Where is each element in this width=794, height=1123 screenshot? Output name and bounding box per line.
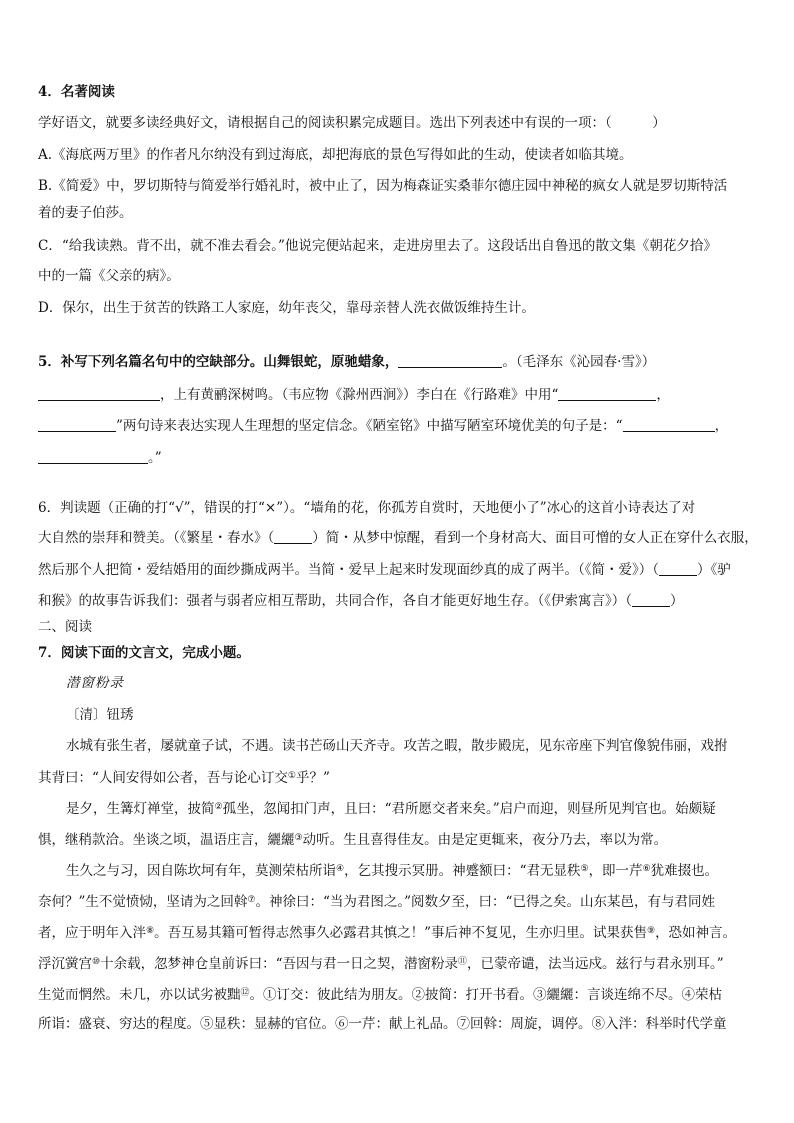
passage-p2-line2 bbox=[38, 828, 778, 850]
footnotes-text: 。①订交：彼此结为朋友。②披简：打开书看。③纚纚：言谈连绵不尽。④荣枯 bbox=[249, 987, 723, 1003]
passage-text: ，恐如神言。 bbox=[655, 925, 737, 941]
passage-text: ，已蒙帝谴，法当远戍。兹行与君永别耳。” bbox=[467, 956, 724, 972]
question-5-source-1: 。（毛泽东《沁园春·雪》） bbox=[502, 354, 656, 370]
footnote-mark: ⑤ bbox=[580, 864, 589, 874]
question-5-text: 5．补写下列名篇名句中的空缺部分。山舞银蛇，原驰蜡象， bbox=[38, 354, 399, 370]
footnote-mark: ② bbox=[214, 802, 223, 812]
fill-blank-3[interactable] bbox=[558, 386, 656, 401]
footnote-mark: ⑨ bbox=[646, 926, 656, 936]
question-5-text-2: ，上有黄鹂深树鸣。（韦应物《滁州西涧》）李白在《行路难》中用“ bbox=[160, 387, 559, 403]
passage-text: 乎？” bbox=[295, 770, 330, 786]
footnote-mark: ⑧ bbox=[146, 926, 155, 936]
footnote-mark: ⑩ bbox=[92, 957, 101, 967]
question-6-line4 bbox=[38, 591, 778, 611]
option-b-line1: B.《简爱》中，罗切斯特与简爱举行婚礼时，被中止了，因为梅森证实桑菲尔德庄园中神秘的疯女人就是罗切斯特活 bbox=[38, 178, 728, 194]
question-6-line2 bbox=[38, 528, 778, 548]
question-4-stem: 学好语文，就要多读经典好文，请根据自己的阅读积累完成题目。选出下列表述中有误的一项：（ ） bbox=[38, 115, 666, 131]
passage-text: ，即一芹 bbox=[588, 863, 643, 879]
question-7-heading: 7．阅读下面的文言文，完成小题。 bbox=[38, 645, 250, 661]
passage-text: 者，应于明年入泮 bbox=[38, 925, 146, 941]
passage-author: 〔清〕钮琇 bbox=[66, 707, 134, 723]
section-2-heading: 二、阅读 bbox=[38, 619, 92, 635]
option-d: D．保尔，出生于贫苦的铁路工人家庭，幼年丧父，靠母亲替人洗衣做饭维持生计。 bbox=[38, 300, 535, 316]
question-6-line3 bbox=[38, 560, 778, 580]
question-5-text-3: ”两句诗来表达实现人生理想的坚定信念。《陋室铭》中描写陋室环境优美的句子是：“ bbox=[116, 418, 623, 434]
passage-text: 生觉而惘然。未几，亦以试劣被黜 bbox=[38, 987, 241, 1003]
passage-p1-line2 bbox=[38, 766, 778, 788]
closing-quote: 。” bbox=[148, 450, 162, 466]
footnotes-line2: 所诣：盛衰、穷达的程度。⑤显秩：显赫的官位。⑥一芹：献上礼品。⑦回斡：周旋，调停。⑧入泮：科举时代学童 bbox=[38, 1016, 727, 1032]
passage-text: 孤坐，忽闻扣门声，且曰：“君所愿交者来矣。”启户而迎，则昼所见判官也。始颇疑 bbox=[222, 801, 716, 817]
passage-text: 惧，继稍款洽。坐谈之顷，温语庄言，纚纚 bbox=[38, 832, 295, 848]
fill-blank-4[interactable] bbox=[38, 417, 116, 432]
footnote-mark: ① bbox=[287, 771, 296, 781]
comma: ， bbox=[714, 418, 729, 434]
question-5-line4 bbox=[38, 448, 778, 468]
passage-p2-line1 bbox=[66, 797, 778, 819]
footnote-mark: ⑫ bbox=[240, 988, 250, 998]
passage-p3-line3 bbox=[38, 921, 778, 943]
question-5-line1 bbox=[38, 352, 778, 372]
judge-blank-2[interactable] bbox=[659, 561, 697, 576]
judge-blank-1[interactable] bbox=[274, 529, 312, 544]
passage-text: 奈何？”生不觉愤恸，坚请为之回斡 bbox=[38, 894, 248, 910]
question-6-text-3a: 然后那个人把简・爱结婚用的面纱撕成两半。当简・爱早上起来时发现面纱真的成了两半。（《简・爱》）（ bbox=[38, 562, 659, 578]
question-6-text-4a: 和猴》的故事告诉我们：强者与弱者应相互帮助，共同合作，各自才能更好地生存。（《伊索寓言》）（ bbox=[38, 593, 632, 609]
footnote-mark: ⑦ bbox=[247, 895, 256, 905]
passage-p3-line4 bbox=[38, 952, 778, 974]
footnote-mark: ③ bbox=[294, 833, 303, 843]
passage-text: 生久之与习，因自陈坎坷有年，莫测荣枯所诣 bbox=[66, 863, 336, 879]
passage-text: ，乞其搜示冥册。神蹙额曰：“君无显秩 bbox=[344, 863, 581, 879]
passage-text: 动听。生且喜得佳友。由是定更辄来，夜分乃去，率以为常。 bbox=[302, 832, 668, 848]
question-4-heading: 4．名著阅读 bbox=[38, 84, 115, 100]
passage-p3-line1 bbox=[66, 859, 778, 881]
fill-blank-5[interactable] bbox=[623, 417, 715, 432]
question-6-text-4b: ） bbox=[670, 593, 684, 609]
footnote-mark: ④ bbox=[336, 864, 345, 874]
passage-text: 犹难掇也。 bbox=[650, 863, 719, 879]
passage-text: 。神徐曰：“当为君图之。”阅数夕至，曰：“已得之矣。山东某邑，有与君同姓 bbox=[255, 894, 715, 910]
fill-blank-2[interactable] bbox=[38, 386, 160, 401]
question-5-line3 bbox=[38, 416, 778, 436]
passage-p1-line1: 水城有张生者，屡就童子试，不遇。读书芒砀山天齐寺。攻苦之暇，散步殿庑，见东帝座下判官像貌伟丽，戏拊 bbox=[66, 738, 728, 754]
passage-text: 。吾互易其籍可暂得志然事久必露君其慎之！”事后神不复见，生亦归里。试果获售 bbox=[154, 925, 647, 941]
question-6-text-3b: ）《驴 bbox=[697, 562, 731, 578]
option-a: A.《海底两万里》的作者凡尔纳没有到过海底，却把海底的景色写得如此的生动，使读者如临其境。 bbox=[38, 147, 633, 163]
question-6-text-2a: 大自然的崇拜和赞美。（《繁星・春水》（ bbox=[38, 530, 275, 546]
passage-title: 潜窗粉录 bbox=[66, 675, 124, 691]
footnote-mark: ⑥ bbox=[642, 864, 651, 874]
footnote-mark: ⑪ bbox=[457, 957, 467, 967]
question-6-text-2b: ）简・从梦中惊醒，看到一个身材高大、面目可憎的女人正在穿什么衣服， bbox=[312, 530, 758, 546]
passage-p3-line2 bbox=[38, 890, 778, 912]
question-5-line2 bbox=[38, 385, 778, 405]
question-6-line1: 6．判读题（正确的打“√”，错误的打“×”）。“墙角的花，你孤芳自赏时，天地便小了”冰心的这首小诗表达了对 bbox=[38, 500, 696, 516]
passage-text: 浮沉黉宫 bbox=[38, 956, 92, 972]
option-c-line1: C．“给我读熟。背不出，就不准去看会。”他说完便站起来，走进房里去了。这段话出自鲁迅的散文集《朝花夕拾》 bbox=[38, 238, 717, 254]
fill-blank-6[interactable] bbox=[38, 449, 148, 464]
passage-text: 十余载，忽梦神仓皇前诉曰：“吾因与君一日之契，潜窗粉录 bbox=[100, 956, 458, 972]
option-b-line2: 着的妻子伯莎。 bbox=[38, 205, 133, 221]
passage-p3-line5 bbox=[38, 983, 778, 1005]
fill-blank-1[interactable] bbox=[398, 353, 502, 368]
passage-text: 其背曰：“人间安得如公者，吾与论心订交 bbox=[38, 770, 288, 786]
comma: ， bbox=[656, 387, 670, 403]
passage-text: 是夕，生篝灯禅堂，披简 bbox=[66, 801, 215, 817]
judge-blank-3[interactable] bbox=[632, 592, 670, 607]
option-c-line2: 中的一篇《父亲的病》。 bbox=[38, 268, 180, 284]
